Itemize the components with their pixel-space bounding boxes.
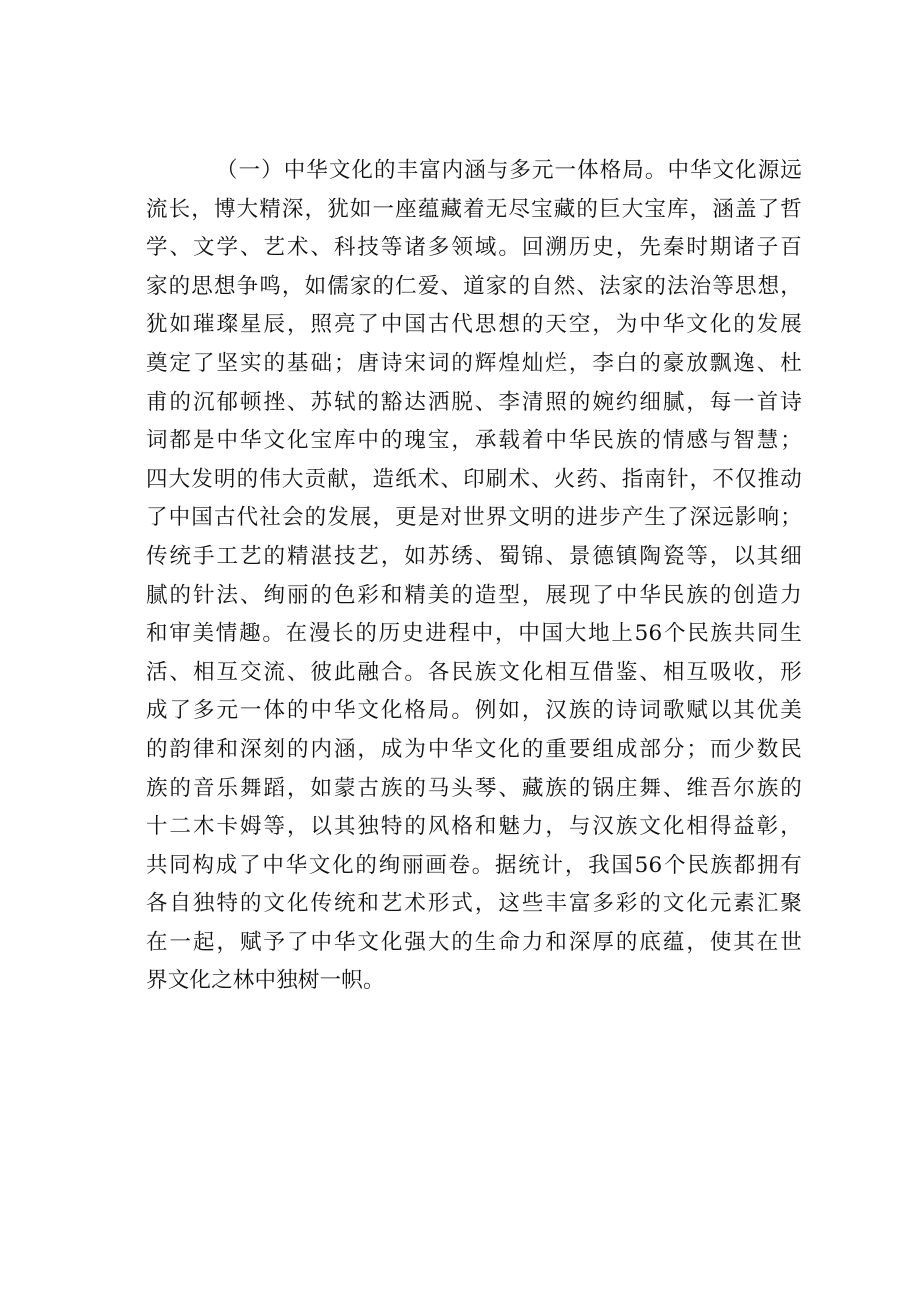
paragraph-line-22: 界文化之林中独树一帜。 — [146, 968, 385, 994]
paragraph-line-18: 十二木卡姆等，以其独特的风格和魅力，与汉族文化相得益彰， — [146, 814, 802, 840]
paragraph-line-7: 甫的沉郁顿挫、苏轼的豁达洒脱、李清照的婉约细腻，每一首诗 — [146, 389, 802, 415]
paragraph-line-1: （一）中华文化的丰富内涵与多元一体格局。中华文化源远 — [216, 158, 802, 183]
paragraph-line-2: 流长，博大精深，犹如一座蕴藏着无尽宝藏的巨大宝库，涵盖了哲 — [146, 196, 802, 222]
paragraph-line-14: 活、相互交流、彼此融合。各民族文化相互借鉴、相互吸收，形 — [146, 659, 802, 685]
paragraph-line-3: 学、文学、艺术、科技等诸多领域。回溯历史，先秦时期诸子百 — [146, 235, 802, 261]
paragraph-line-16: 的韵律和深刻的内涵，成为中华文化的重要组成部分；而少数民 — [146, 736, 802, 762]
paragraph-line-20: 各自独特的文化传统和艺术形式，这些丰富多彩的文化元素汇聚 — [146, 891, 802, 917]
paragraph-line-13: 和审美情趣。在漫长的历史进程中，中国大地上56个民族共同生 — [146, 621, 802, 647]
paragraph-line-12: 腻的针法、绚丽的色彩和精美的造型，展现了中华民族的创造力 — [146, 582, 802, 608]
paragraph-line-17: 族的音乐舞蹈，如蒙古族的马头琴、藏族的锅庄舞、维吾尔族的 — [146, 775, 802, 801]
paragraph-line-10: 了中国古代社会的发展，更是对世界文明的进步产生了深远影响； — [146, 505, 802, 531]
paragraph-line-15: 成了多元一体的中华文化格局。例如，汉族的诗词歌赋以其优美 — [146, 698, 802, 724]
body-paragraph — [146, 152, 802, 1001]
paragraph-line-6: 奠定了坚实的基础；唐诗宋词的辉煌灿烂，李白的豪放飘逸、杜 — [146, 350, 802, 376]
paragraph-line-5: 犹如璀璨星辰，照亮了中国古代思想的天空，为中华文化的发展 — [146, 312, 802, 338]
paragraph-line-4: 家的思想争鸣，如儒家的仁爱、道家的自然、法家的法治等思想， — [146, 273, 802, 299]
paragraph-line-11: 传统手工艺的精湛技艺，如苏绣、蜀锦、景德镇陶瓷等，以其细 — [146, 543, 802, 569]
paragraph-line-19: 共同构成了中华文化的绚丽画卷。据统计，我国56个民族都拥有 — [146, 852, 802, 878]
paragraph-line-9: 四大发明的伟大贡献，造纸术、印刷术、火药、指南针，不仅推动 — [146, 466, 802, 492]
paragraph-line-8: 词都是中华文化宝库中的瑰宝，承载着中华民族的情感与智慧； — [146, 428, 802, 454]
paragraph-line-21: 在一起，赋予了中华文化强大的生命力和深厚的底蕴，使其在世 — [146, 929, 802, 955]
